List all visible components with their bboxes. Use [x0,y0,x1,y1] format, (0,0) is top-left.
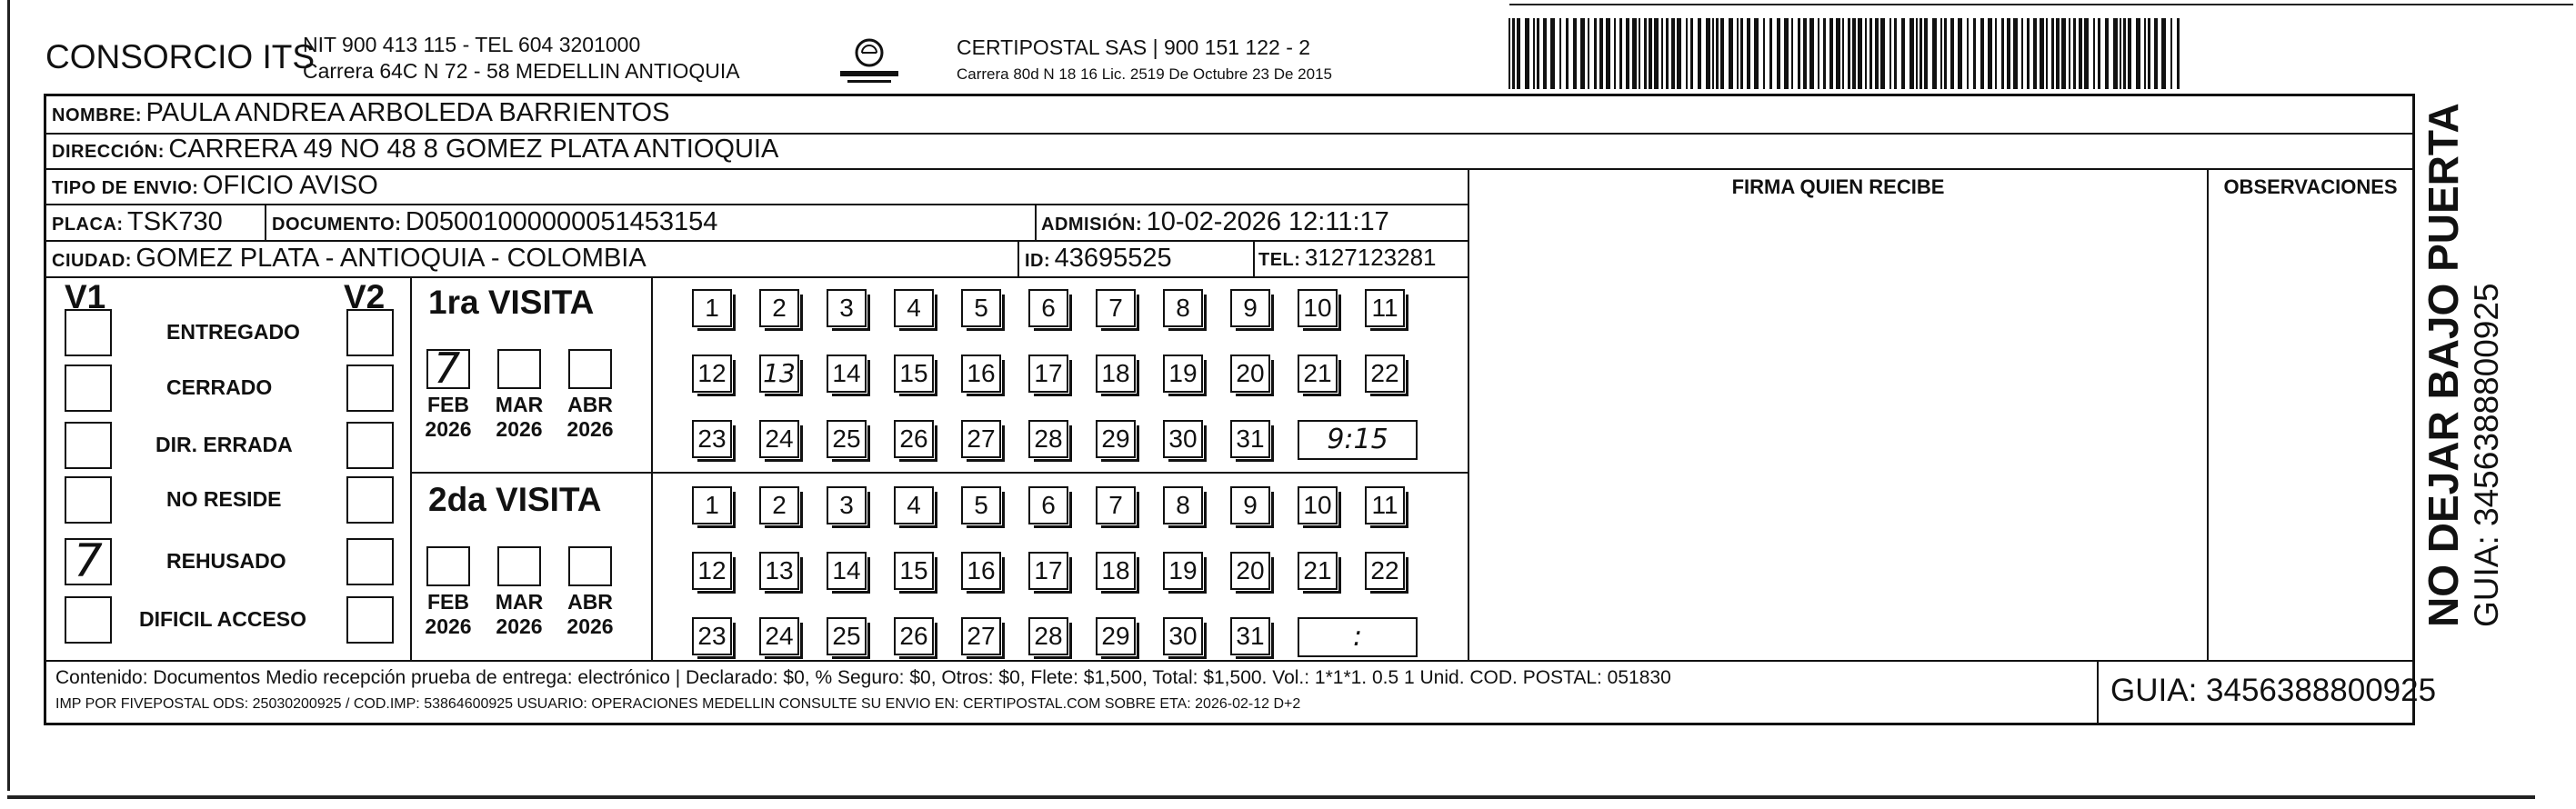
barcode-bar [1626,18,1629,89]
tipo-envio-field [52,171,378,201]
barcode-bar [1537,18,1539,89]
barcode-bar [1747,18,1750,89]
v2-checkbox-0[interactable] [346,309,394,356]
company-name: CONSORCIO ITS [45,38,316,75]
barcode-bar [1865,18,1867,89]
day-box[interactable]: 2 [759,486,799,524]
month-name: ABR [567,393,613,416]
barcode-bar [1836,18,1840,89]
barcode-bar [2144,18,2146,89]
barcode-bar [1763,18,1765,89]
barcode-bar [1858,18,1862,89]
month-checkbox[interactable] [568,546,612,586]
v1-header: V1 [65,278,106,315]
delivery-form [44,94,2437,725]
status-label: DIR. ERRADA [155,433,293,456]
barcode-bar [2061,18,2066,89]
barcode-bar [1566,18,1569,89]
barcode-bar [2177,18,2180,89]
tipo-envio-label: TIPO DE ENVIO: [52,178,199,198]
day-box[interactable]: 28 [1028,617,1068,655]
day-box[interactable]: 30 [1163,420,1203,458]
status-label: NO RESIDE [166,487,282,511]
barcode-bar [2073,18,2076,89]
month-checkbox[interactable] [426,344,470,393]
cell-divider [265,204,266,240]
barcode-bar [1661,18,1663,89]
visit-time[interactable]: : [1298,617,1418,657]
barcode-bar [1606,18,1610,89]
direccion-value: CARRERA 49 NO 48 8 GOMEZ PLATA ANTIOQUIA [168,135,779,164]
footer-col-divider [2097,660,2099,723]
day-box[interactable]: 14 [827,355,867,393]
v1-checkbox-2[interactable] [65,422,112,469]
day-box[interactable]: 13 [759,552,799,590]
barcode-bar [1740,18,1743,89]
day-box[interactable]: 4 [894,289,934,327]
day-box[interactable]: 22 [1365,552,1405,590]
day-box[interactable]: 30 [1163,617,1203,655]
barcode-bar [2161,18,2166,89]
documento-field [272,207,717,237]
barcode-bar [1875,18,1879,89]
day-box[interactable]: 15 [894,552,934,590]
barcode-bar [1919,18,1922,89]
month-name: MAR [495,393,544,416]
side-vertical-text [2419,103,2506,627]
side-warning: NO DEJAR BAJO PUERTA [2420,103,2467,627]
day-box[interactable]: 18 [1096,552,1136,590]
day-box[interactable]: 7 [1096,289,1136,327]
day-box[interactable]: 5 [961,289,1001,327]
day-box[interactable]: 25 [827,617,867,655]
day-box[interactable]: 31 [1230,420,1270,458]
month-label [419,393,477,442]
month-year: 2026 [566,417,614,441]
barcode-bar [1729,18,1733,89]
barcode-bar [1666,18,1669,89]
barcode-bar [2056,18,2060,89]
barcode-bar [1924,18,1928,89]
month-checkbox[interactable] [426,546,470,586]
barcode [1505,18,2189,89]
status-label: DIFICIL ACCESO [139,607,307,631]
barcode-bar [1619,18,1622,89]
day-box[interactable]: 20 [1230,355,1270,393]
barcode-bar [1698,18,1701,89]
day-box[interactable]: 11 [1365,486,1405,524]
direccion-field [52,135,778,165]
barcode-bar [2105,18,2109,89]
v2-checkbox-4[interactable] [346,538,394,585]
barcode-bar [1869,18,1872,89]
cell-divider [1017,240,1019,276]
admision-label: ADMISIÓN: [1041,215,1143,235]
barcode-bar [2170,18,2172,89]
col-divider [1468,168,1469,660]
id-value: 43695525 [1054,244,1172,273]
ciudad-label: CIUDAD: [52,251,132,271]
admision-field [1041,207,1389,237]
month-label [490,590,548,639]
visit-col-divider [410,276,412,660]
barcode-bar [1980,18,1984,89]
company-nit-line: NIT 900 413 115 - TEL 604 3201000 [303,33,641,56]
id-label: ID: [1025,251,1051,271]
barcode-bar [1852,18,1856,89]
visit-title: 2da VISITA [428,481,602,518]
barcode-bar [1533,18,1535,89]
day-box[interactable]: 10 [1298,289,1338,327]
day-box[interactable]: 1 [692,289,732,327]
certipostal-logo [838,35,900,89]
firma-header: FIRMA QUIEN RECIBE [1731,175,1945,198]
tel-label: TEL: [1258,250,1301,270]
barcode-bar [1649,18,1652,89]
month-year: 2026 [425,614,472,638]
day-box[interactable]: 26 [894,420,934,458]
barcode-bar [1737,18,1739,89]
day-box[interactable]: 28 [1028,420,1068,458]
barcode-bar [2148,18,2150,89]
placa-value: TSK730 [127,207,223,236]
barcode-bar [1580,18,1585,89]
v1-checkbox-4[interactable] [65,534,112,587]
barcode-bar [1901,18,1905,89]
day-box[interactable]: 24 [759,420,799,458]
day-box[interactable]: 16 [961,355,1001,393]
barcode-bar [1512,18,1515,89]
day-box[interactable]: 9 [1230,289,1270,327]
barcode-bar [1944,18,1947,89]
documento-value: D05001000000051453154 [405,207,718,236]
day-box[interactable]: 27 [961,617,1001,655]
v2-checkbox-1[interactable] [346,365,394,412]
day-box[interactable]: 17 [1028,552,1068,590]
barcode-bar [1769,18,1772,89]
barcode-bar [1677,18,1681,89]
row-divider [46,168,2412,170]
barcode-bar [1798,18,1800,89]
day-box[interactable]: 21 [1298,552,1338,590]
day-box[interactable]: 24 [759,617,799,655]
barcode-bar [1706,18,1710,89]
day-box[interactable]: 6 [1028,289,1068,327]
barcode-bar [1784,18,1789,89]
barcode-bar [1639,18,1640,89]
barcode-bar [1880,18,1885,89]
barcode-bar [1654,18,1659,89]
v1-checkbox-5[interactable] [65,596,112,644]
company-info [303,32,740,85]
day-box[interactable]: 26 [894,617,934,655]
barcode-bar [1525,18,1529,89]
v2-checkbox-5[interactable] [346,596,394,644]
barcode-bar [2136,18,2140,89]
tel-field [1258,244,1437,272]
barcode-bar [1517,18,1520,89]
month-label [419,590,477,639]
day-box[interactable]: 20 [1230,552,1270,590]
day-box[interactable]: 22 [1365,355,1405,393]
row-divider [46,204,1468,205]
barcode-bar [1686,18,1688,89]
nombre-field [52,98,669,128]
day-box[interactable]: 7 [1096,486,1136,524]
footer-content-line: Contenido: Documentos Medio recepción prueba de entrega: electrónico | Declarado: $0, % Seguro: $0, Otros: $0, Flete: $1,500, Total: $1,500. Vol.: 1*1*1. 0.5 1 Unid. COD. POSTAL: 051830 [55,667,1671,688]
barcode-bar [1818,18,1819,89]
barcode-bar [2013,18,2018,89]
visit-divider [410,472,1468,474]
barcode-bar [1588,18,1589,89]
barcode-bar [1940,18,1942,89]
barcode-bar [2128,18,2131,89]
month-label [561,590,619,639]
ciudad-value: GOMEZ PLATA - ANTIOQUIA - COLOMBIA [135,244,647,273]
row-divider [46,276,1468,278]
left-border-line [7,0,10,791]
barcode-bar [2079,18,2082,89]
barcode-bar [2040,18,2044,89]
day-box[interactable]: 5 [961,486,1001,524]
barcode-bar [2123,18,2126,89]
v1-checkbox-1[interactable] [65,365,112,412]
day-box[interactable]: 11 [1365,289,1405,327]
barcode-bar [2051,18,2054,89]
col-divider [2412,96,2414,660]
documento-label: DOCUMENTO: [272,215,402,235]
barcode-bar [1842,18,1844,89]
month-mark: 7 [434,344,461,393]
id-field [1025,244,1172,274]
visit-time[interactable]: 9:15 [1298,420,1418,460]
barcode-bar [2120,18,2121,89]
day-box[interactable]: 10 [1298,486,1338,524]
barcode-bar [1973,18,1976,89]
nombre-value: PAULA ANDREA ARBOLEDA BARRIENTOS [145,98,670,127]
v1-checkbox-0[interactable] [65,309,112,356]
month-label [561,393,619,442]
day-box[interactable]: 6 [1028,486,1068,524]
day-box[interactable]: 8 [1163,486,1203,524]
barcode-bar [1791,18,1793,89]
barcode-bar [1632,18,1637,89]
carrier-line2: Carrera 80d N 18 16 Lic. 2519 De Octubre 23 De 2015 [957,65,1332,83]
day-box[interactable]: 12 [692,552,732,590]
status-label: REHUSADO [166,549,286,573]
month-checkbox[interactable] [497,349,541,389]
v2-checkbox-3[interactable] [346,476,394,524]
cell-divider [1253,240,1255,276]
barcode-bar [2113,18,2118,89]
company-address-line: Carrera 64C N 72 - 58 MEDELLIN ANTIOQUIA [303,59,740,83]
side-guia: GUIA: 3456388800925 [2468,283,2505,627]
barcode-bar [1594,18,1597,89]
footer-divider [46,660,2412,662]
day-box[interactable]: 15 [894,355,934,393]
cell-divider [1035,204,1037,240]
barcode-bar [1671,18,1675,89]
barcode-bar [1754,18,1759,89]
day-box[interactable]: 17 [1028,355,1068,393]
day-box[interactable]: 18 [1096,355,1136,393]
barcode-bar [2007,18,2010,89]
day-box[interactable]: 23 [692,617,732,655]
v1-checkbox-3[interactable] [65,476,112,524]
month-year: 2026 [425,417,472,441]
month-checkbox[interactable] [568,349,612,389]
barcode-bar [1599,18,1603,89]
barcode-bar [2001,18,2004,89]
barcode-bar [1614,18,1616,89]
day-box[interactable]: 29 [1096,617,1136,655]
visit-col-divider [651,276,653,660]
day-box[interactable]: 14 [827,552,867,590]
admision-value: 10-02-2026 12:11:17 [1146,207,1389,236]
barcode-bar [1509,18,1510,89]
barcode-bar [1573,18,1577,89]
barcode-bar [2084,18,2089,89]
barcode-bar [1644,18,1647,89]
day-box[interactable]: 13 [759,355,799,393]
barcode-bar [2046,18,2048,89]
day-box[interactable]: 29 [1096,420,1136,458]
visit-title: 1ra VISITA [428,284,595,321]
barcode-bar [1690,18,1693,89]
month-checkbox[interactable] [497,546,541,586]
status-label: CERRADO [166,375,273,399]
top-border-line [1509,4,2573,5]
barcode-bar [1716,18,1719,89]
barcode-bar [2021,18,2023,89]
barcode-bar [2098,18,2100,89]
barcode-bar [1777,18,1780,89]
barcode-bar [1909,18,1914,89]
day-box[interactable]: 8 [1163,289,1203,327]
month-name: FEB [427,590,469,614]
barcode-bar [1829,18,1833,89]
barcode-bar [1550,18,1555,89]
direccion-label: DIRECCIÓN: [52,142,165,162]
day-box[interactable]: 9 [1230,486,1270,524]
footer-guia: GUIA: 3456388800925 [2110,673,2437,708]
status-label: ENTREGADO [166,320,300,344]
placa-field [52,207,223,237]
carrier-line1: CERTIPOSTAL SAS | 900 151 122 - 2 [957,35,1311,59]
barcode-bar [1889,18,1891,89]
tipo-envio-value: OFICIO AVISO [202,171,378,200]
placa-label: PLACA: [52,215,124,235]
day-box[interactable]: 19 [1163,552,1203,590]
barcode-bar [1916,18,1918,89]
day-box[interactable]: 12 [692,355,732,393]
day-box[interactable]: 31 [1230,617,1270,655]
nombre-label: NOMBRE: [52,105,143,125]
observaciones-header: OBSERVACIONES [2223,175,2398,198]
v2-checkbox-2[interactable] [346,422,394,469]
barcode-bar [1894,18,1897,89]
barcode-bar [1995,18,1997,89]
footer-print-line: IMP POR FIVEPOSTAL ODS: 25030200925 / COD.IMP: 53864600925 USUARIO: OPERACIONES MEDELLIN CONSULTE SU ENVIO EN: CERTIPOSTAL.COM SOBRE ETA: 2026-02-12 D+2 [55,696,1301,712]
barcode-bar [1712,18,1714,89]
month-name: MAR [495,590,544,614]
month-year: 2026 [496,614,543,638]
month-name: ABR [567,590,613,614]
ciudad-field [52,244,647,274]
day-box[interactable]: 21 [1298,355,1338,393]
barcode-bar [1823,18,1826,89]
barcode-bar [1958,18,1962,89]
month-label [490,393,548,442]
barcode-bar [2154,18,2158,89]
barcode-bar [1559,18,1561,89]
barcode-bar [1720,18,1724,89]
v2-header: V2 [344,278,386,315]
barcode-bar [1848,18,1850,89]
col-divider [2207,168,2209,660]
barcode-bar [1543,18,1547,89]
v1-mark: 7 [74,534,103,587]
bottom-border-line [7,795,2535,799]
day-box[interactable]: 2 [759,289,799,327]
day-box[interactable]: 4 [894,486,934,524]
barcode-bar [1932,18,1937,89]
day-box[interactable]: 27 [961,420,1001,458]
day-box[interactable]: 1 [692,486,732,524]
carrier-info [957,35,1332,87]
day-box[interactable]: 25 [827,420,867,458]
month-name: FEB [427,393,469,416]
barcode-bar [1950,18,1954,89]
barcode-bar [2033,18,2037,89]
day-box[interactable]: 3 [827,289,867,327]
month-year: 2026 [496,417,543,441]
month-year: 2026 [566,614,614,638]
tel-value: 3127123281 [1304,244,1437,271]
day-box[interactable]: 23 [692,420,732,458]
barcode-bar [1809,18,1814,89]
day-box[interactable]: 16 [961,552,1001,590]
day-box[interactable]: 3 [827,486,867,524]
barcode-bar [1988,18,1992,89]
barcode-bar [2027,18,2030,89]
barcode-bar [2093,18,2095,89]
barcode-bar [1967,18,1969,89]
barcode-bar [2069,18,2070,89]
day-box[interactable]: 19 [1163,355,1203,393]
barcode-bar [1803,18,1807,89]
